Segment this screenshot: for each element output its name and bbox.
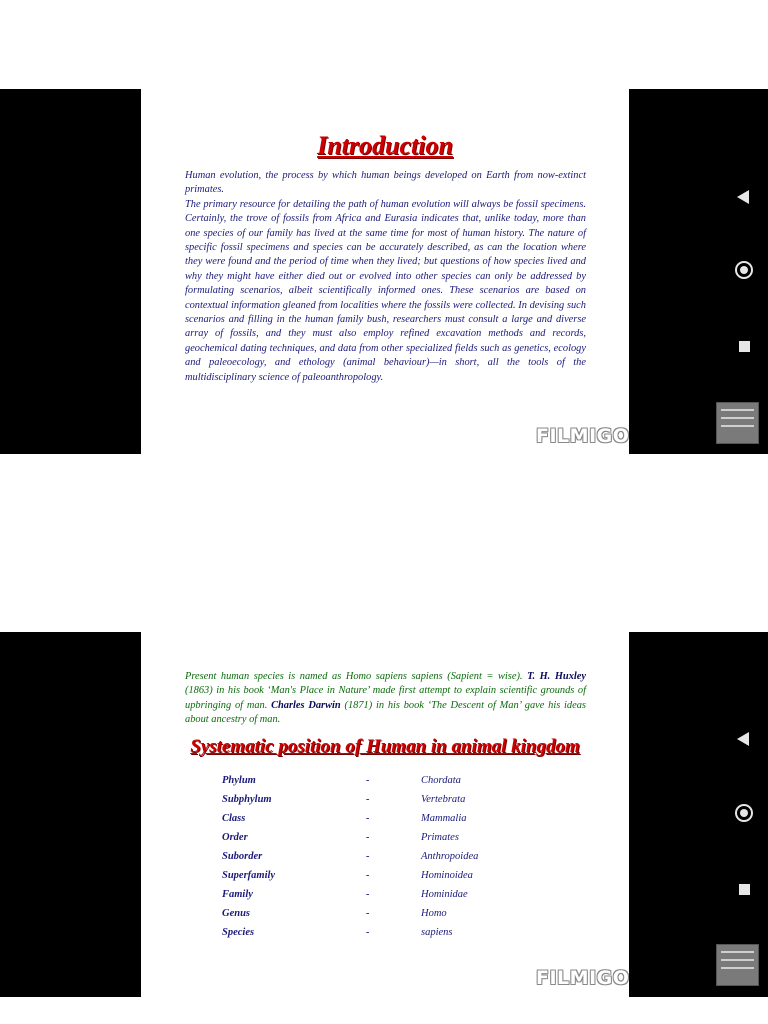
slide-body: [185, 169, 586, 385]
video-thumbnail[interactable]: [716, 944, 759, 986]
rank-value: Primates: [421, 832, 459, 843]
taxonomy-row: [222, 927, 552, 946]
screenshot-1: [0, 89, 768, 454]
filmigo-watermark: FILMIGO: [536, 425, 630, 447]
rank-label: Subphylum: [222, 794, 272, 805]
text: (: [442, 671, 451, 682]
back-icon[interactable]: [737, 190, 749, 204]
rank-label: Family: [222, 889, 253, 900]
slide-intro-paragraph: [185, 670, 586, 728]
term-sapient: Sapient: [450, 671, 482, 682]
slide-introduction: [141, 89, 629, 454]
rank-value: Homo: [421, 908, 447, 919]
rank-label: Species: [222, 927, 255, 938]
screenshot-2: [0, 632, 768, 997]
taxonomy-row: [222, 794, 552, 813]
separator: -: [366, 775, 370, 786]
slide-title: Introduction: [317, 131, 453, 160]
species-name: Homo sapiens sapiens: [345, 671, 443, 682]
separator: -: [366, 832, 370, 843]
rank-label: Superfamily: [222, 870, 276, 881]
rank-value: Hominoidea: [421, 870, 473, 881]
recent-apps-icon[interactable]: [739, 884, 750, 895]
text: (1871) in his book ‘The Descent of Man’ gave his ideas about ancestry of man.: [185, 699, 586, 726]
paragraph: The primary resource for detailing the path of human evolution will always be fossil specimens. Certainly, the trove of fossils from Africa and Eurasia indicates that, unlike today, more than one species of our family has lived at the same time for most of human history. The nature of specific fossil specimens and species can be accurately described, as can the location where they were found and the period of time when they lived; but questions of how species lived and why they might have either died out or evolved into other species can only be addressed by formulating scenarios, albeit scientifically informed ones. These scenarios are based on contextual information gleaned from localities where the fossils were collected. In devising such scenarios and filling in the human family bush, researchers must consult a large and diverse array of fossils, and they must also employ refined excavation methods and records, geochemical dating techniques, and data from other specialized fields such as genetics, ecology and paleoecology, and ethology (animal behaviour)—in short, all the tools of the multidisciplinary science of paleoanthropology.: [185, 198, 586, 383]
taxonomy-row: [222, 851, 552, 870]
taxonomy-row: [222, 775, 552, 794]
paragraph: Human evolution, the process by which human beings developed on Earth from now-extinct primates.: [185, 170, 586, 196]
rank-value: Chordata: [421, 775, 461, 786]
separator: -: [366, 870, 370, 881]
rank-value: Hominidae: [421, 889, 468, 900]
text: = wise).: [481, 671, 528, 682]
taxonomy-row: [222, 889, 552, 908]
rank-label: Suborder: [222, 851, 263, 862]
text: (1863) in his book ‘Man's Place in Nature’ made first attempt to explain scientific grounds of upbringing of man.: [185, 685, 586, 711]
rank-value: Mammalia: [421, 813, 467, 824]
separator: -: [366, 851, 370, 862]
author-darwin: Charles Darwin: [271, 699, 341, 711]
rank-label: Phylum: [222, 775, 256, 786]
rank-label: Class: [222, 813, 246, 824]
separator: -: [366, 813, 370, 824]
taxonomy-row: [222, 832, 552, 851]
separator: -: [366, 908, 370, 919]
slide-title: Systematic position of Human in animal kingdom: [190, 736, 580, 757]
slide-systematic-position: [141, 632, 629, 997]
separator: -: [366, 889, 370, 900]
home-icon[interactable]: [735, 804, 753, 822]
rank-label: Order: [222, 832, 248, 843]
taxonomy-row: [222, 813, 552, 832]
separator: -: [366, 927, 370, 938]
rank-value: Vertebrata: [421, 794, 466, 805]
text: Present human species is named as: [185, 671, 346, 682]
separator: -: [366, 794, 370, 805]
rank-label: Genus: [222, 908, 251, 919]
taxonomy-row: [222, 870, 552, 889]
taxonomy-row: [222, 908, 552, 927]
back-icon[interactable]: [737, 732, 749, 746]
video-thumbnail[interactable]: [716, 402, 759, 444]
filmigo-watermark: FILMIGO: [536, 967, 630, 989]
home-icon[interactable]: [735, 261, 753, 279]
rank-value: Anthropoidea: [421, 851, 479, 862]
rank-value: sapiens: [421, 927, 453, 938]
author-huxley: T. H. Huxley: [527, 671, 586, 682]
taxonomy-table: [222, 775, 552, 946]
recent-apps-icon[interactable]: [739, 341, 750, 352]
